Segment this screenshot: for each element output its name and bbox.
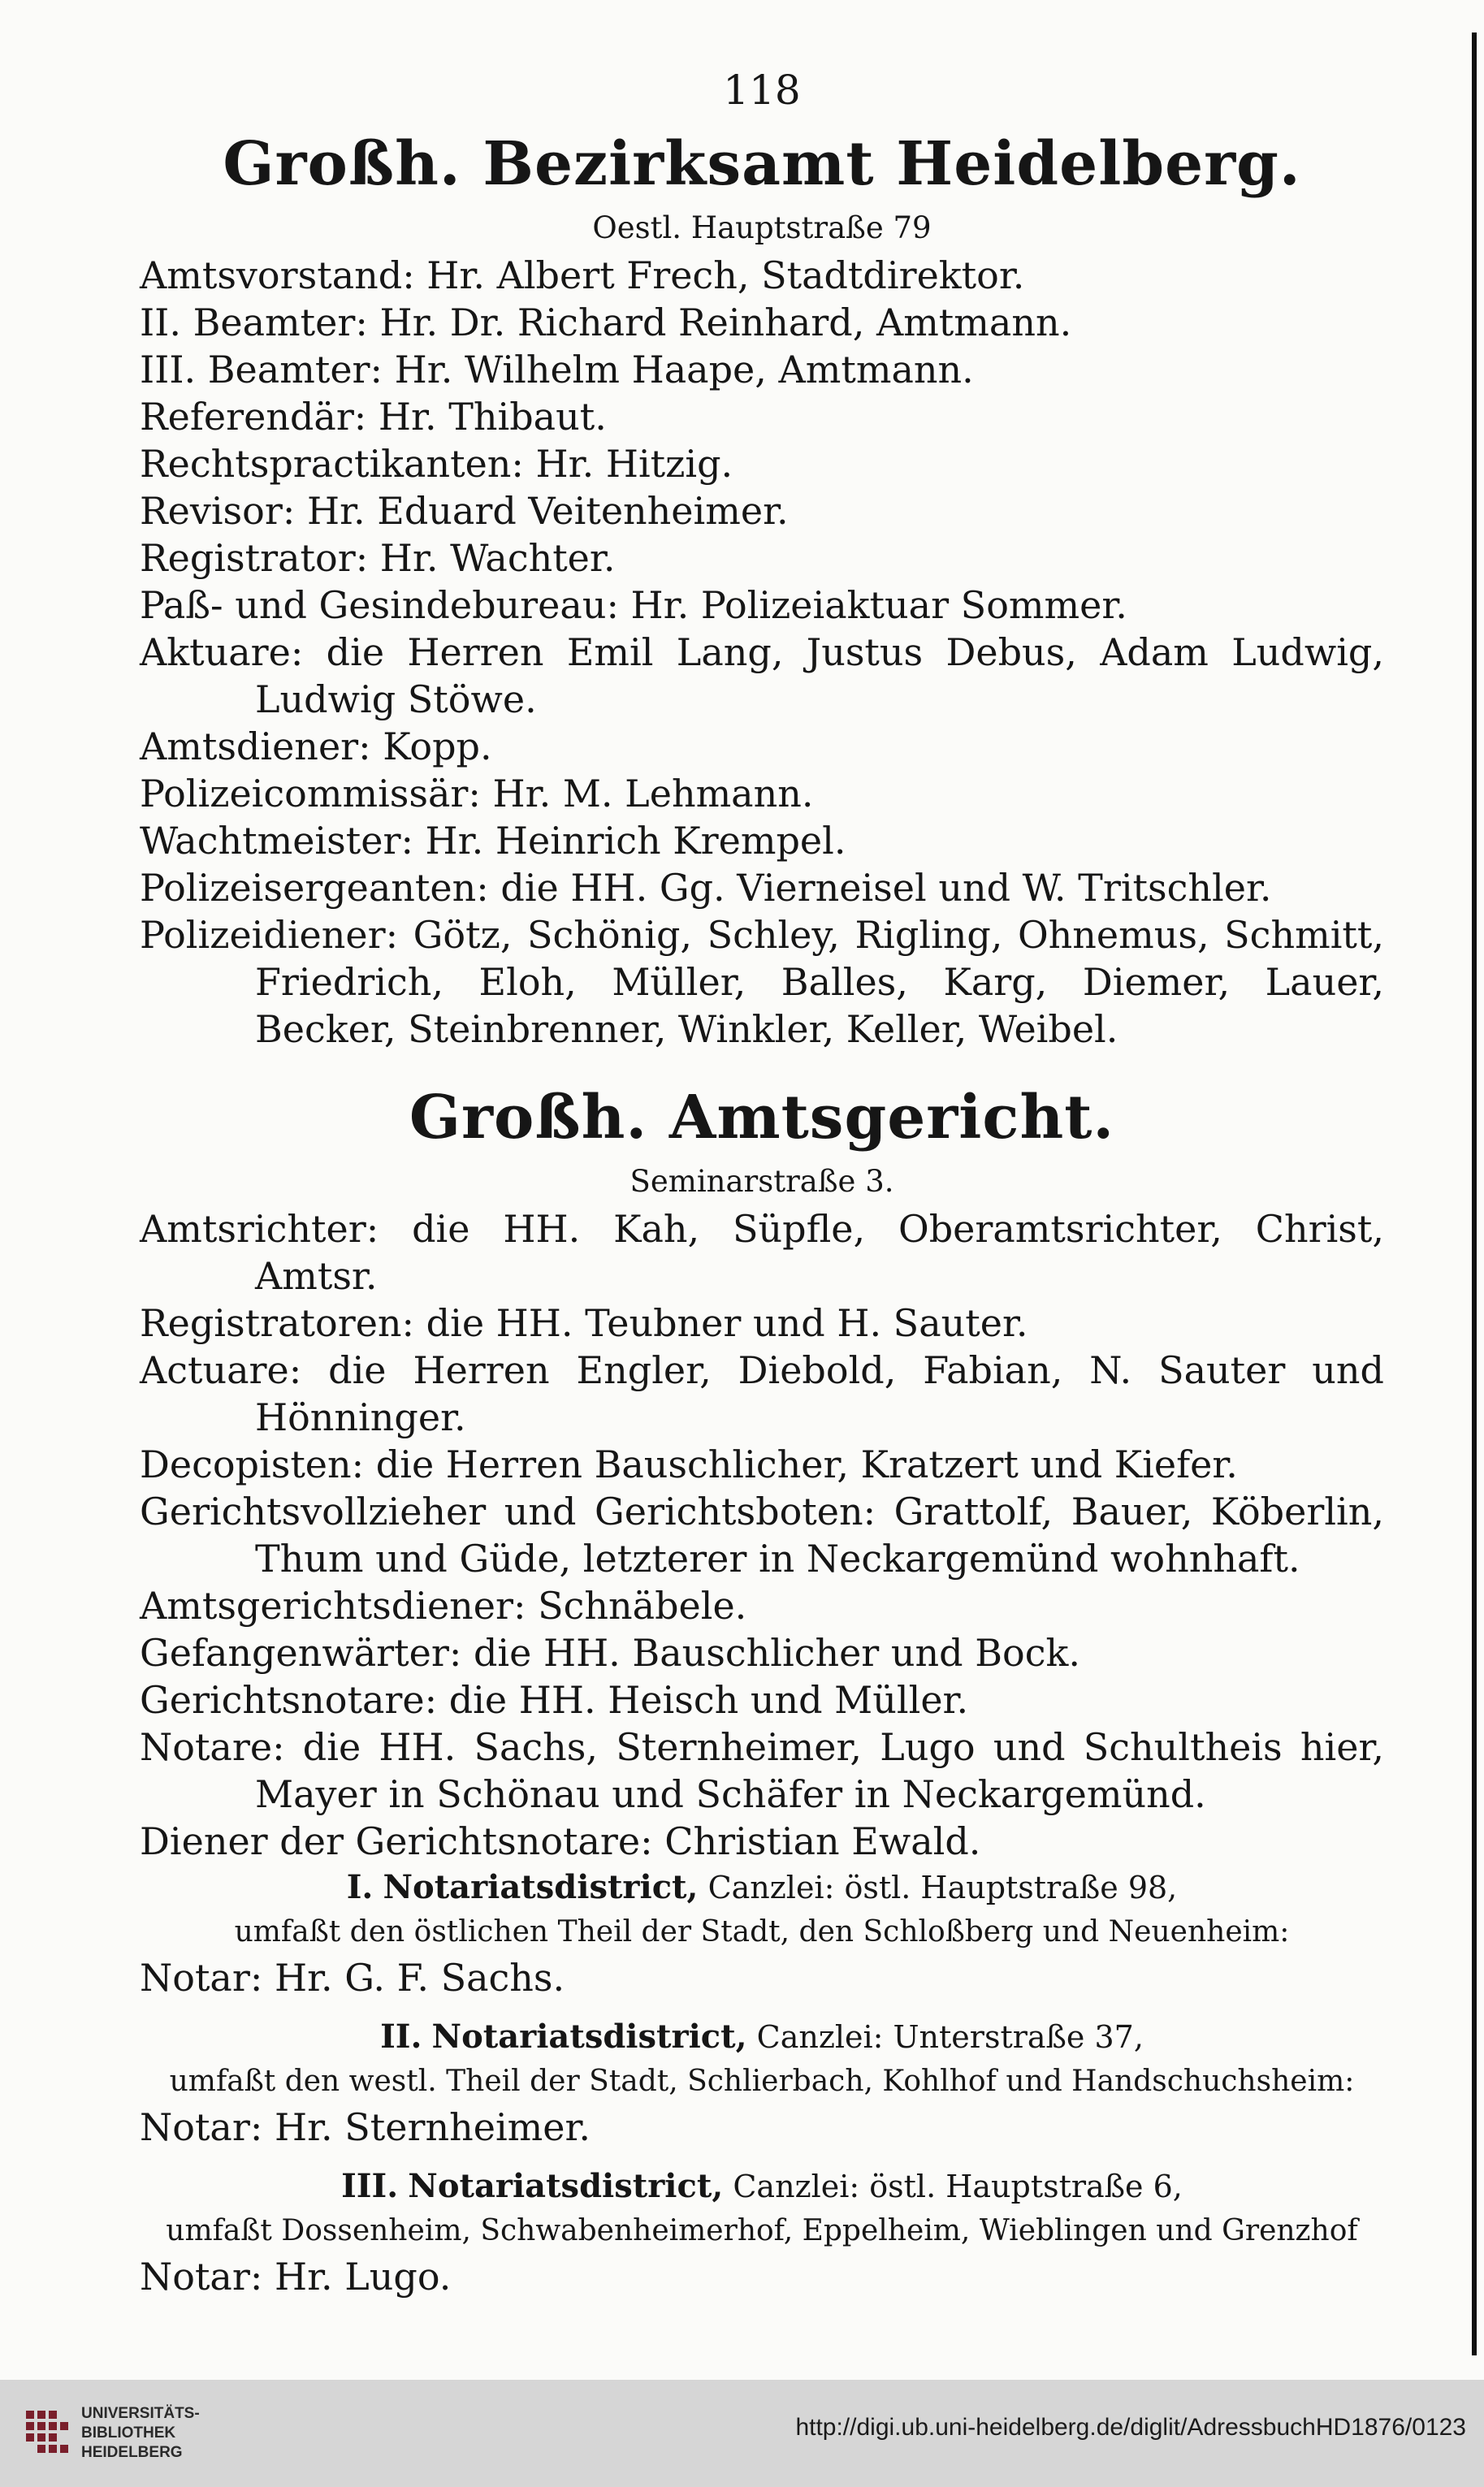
district-3-scope: umfaßt Dossenheim, Schwabenheimerhof, Eppelheim, Wieblingen und Grenzhof	[166, 2214, 1358, 2247]
entry-aktuare: Aktuare: die Herren Emil Lang, Justus Debus, Adam Ludwig, Ludwig Stöwe.	[140, 630, 1384, 721]
entry-registratoren: Registratoren: die HH. Teubner und H. Sauter.	[140, 1301, 1028, 1345]
entry-revisor: Revisor: Hr. Eduard Veitenheimer.	[140, 489, 789, 533]
entry-amtsgerichtsdiener: Amtsgerichtsdiener: Schnäbele.	[140, 1584, 747, 1628]
entry-actuare: Actuare: die Herren Engler, Diebold, Fabian, N. Sauter und Hönninger.	[140, 1348, 1384, 1439]
district-number: III.	[341, 2167, 399, 2205]
entry-registrator: Registrator: Hr. Wachter.	[140, 536, 616, 580]
entry-referendaer: Referendär: Hr. Thibaut.	[140, 395, 607, 439]
entry-polizeisergeanten: Polizeisergeanten: die HH. Gg. Vierneisel und W. Tritschler.	[140, 866, 1272, 910]
district-office: Canzlei: östl. Hauptstraße 6,	[733, 2169, 1183, 2204]
district-1-scope: umfaßt den östlichen Theil der Stadt, den Schloßberg und Neuenheim:	[234, 1915, 1290, 1949]
district-1-notary: Notar: Hr. G. F. Sachs.	[140, 1956, 565, 2000]
entry-wachtmeister: Wachtmeister: Hr. Heinrich Krempel.	[140, 819, 846, 863]
district-name: Notariatsdistrict,	[431, 2018, 747, 2056]
district-3-notary: Notar: Hr. Lugo.	[140, 2255, 452, 2299]
library-name-line: BIBLIOTHEK	[81, 2424, 176, 2442]
district-office: Canzlei: Unterstraße 37,	[756, 2019, 1144, 2055]
entry-polizeidiener: Polizeidiener: Götz, Schönig, Schley, Rigling, Ohnemus, Schmitt, Friedrich, Eloh, Müller, Balles, Karg, Diemer, Lauer, Becker, Steinbrenner, Winkler, Keller, Weibel.	[140, 913, 1384, 1051]
district-number: II.	[380, 2018, 422, 2056]
district-2-heading	[140, 2014, 1384, 2060]
entry-decopisten: Decopisten: die Herren Bauschlicher, Kratzert und Kiefer.	[140, 1442, 1238, 1486]
source-url-link[interactable]: http://digi.ub.uni-heidelberg.de/diglit/AdressbuchHD1876/0123	[795, 2414, 1466, 2441]
library-name-line: UNIVERSITÄTS-	[81, 2405, 200, 2422]
entry-rechtspractikanten: Rechtspractikanten: Hr. Hitzig.	[140, 442, 733, 486]
entry-beamter-2: II. Beamter: Hr. Dr. Richard Reinhard, Amtmann.	[140, 301, 1072, 344]
library-logo-icon	[23, 2407, 71, 2459]
page-edge-shadow	[1472, 32, 1477, 2355]
entry-beamter-3: III. Beamter: Hr. Wilhelm Haape, Amtmann.	[140, 348, 974, 391]
entry-amtsrichter: Amtsrichter: die HH. Kah, Süpfle, Oberamtsrichter, Christ, Amtsr.	[140, 1207, 1384, 1298]
address-amtsgericht: Seminarstraße 3.	[630, 1164, 894, 1199]
library-name	[81, 2404, 200, 2463]
entry-gerichtsvollzieher: Gerichtsvollzieher und Gerichtsboten: Grattolf, Bauer, Köberlin, Thum und Güde, letzterer in Neckargemünd wohnhaft.	[140, 1490, 1384, 1581]
district-2-scope: umfaßt den westl. Theil der Stadt, Schlierbach, Kohlhof und Handschuchsheim:	[169, 2065, 1355, 2098]
entry-amtsdiener: Amtsdiener: Kopp.	[140, 724, 492, 768]
district-2-notary: Notar: Hr. Sternheimer.	[140, 2105, 591, 2149]
viewer-footer	[0, 2380, 1484, 2487]
section-title-amtsgericht: Großh. Amtsgericht.	[409, 1083, 1115, 1153]
section-title-bezirksamt: Großh. Bezirksamt Heidelberg.	[223, 129, 1301, 199]
page-content	[140, 62, 1384, 2300]
entry-pass-bureau: Paß- und Gesindebureau: Hr. Polizeiaktuar Sommer.	[140, 583, 1127, 627]
entry-gefangenwaerter: Gefangenwärter: die HH. Bauschlicher und Bock.	[140, 1631, 1080, 1675]
library-name-line: HEIDELBERG	[81, 2444, 183, 2461]
entry-polizeicommissaer: Polizeicommissär: Hr. M. Lehmann.	[140, 772, 814, 815]
entry-diener-gerichtsnotare: Diener der Gerichtsnotare: Christian Ewald.	[140, 1819, 981, 1863]
district-office: Canzlei: östl. Hauptstraße 98,	[707, 1870, 1178, 1905]
address-bezirksamt: Oestl. Hauptstraße 79	[592, 210, 932, 245]
district-3-heading	[140, 2164, 1384, 2209]
district-name: Notariatsdistrict,	[408, 2167, 724, 2205]
district-1-heading	[140, 1865, 1384, 1910]
district-number: I.	[346, 1868, 374, 1906]
entry-notare: Notare: die HH. Sachs, Sternheimer, Lugo und Schultheis hier, Mayer in Schönau und Schäfer in Neckargemünd.	[140, 1725, 1384, 1816]
page-number: 118	[723, 67, 801, 114]
entry-amtsvorstand: Amtsvorstand: Hr. Albert Frech, Stadtdirektor.	[140, 253, 1025, 297]
entry-gerichtsnotare: Gerichtsnotare: die HH. Heisch und Müller.	[140, 1678, 969, 1722]
district-name: Notariatsdistrict,	[383, 1868, 699, 1906]
